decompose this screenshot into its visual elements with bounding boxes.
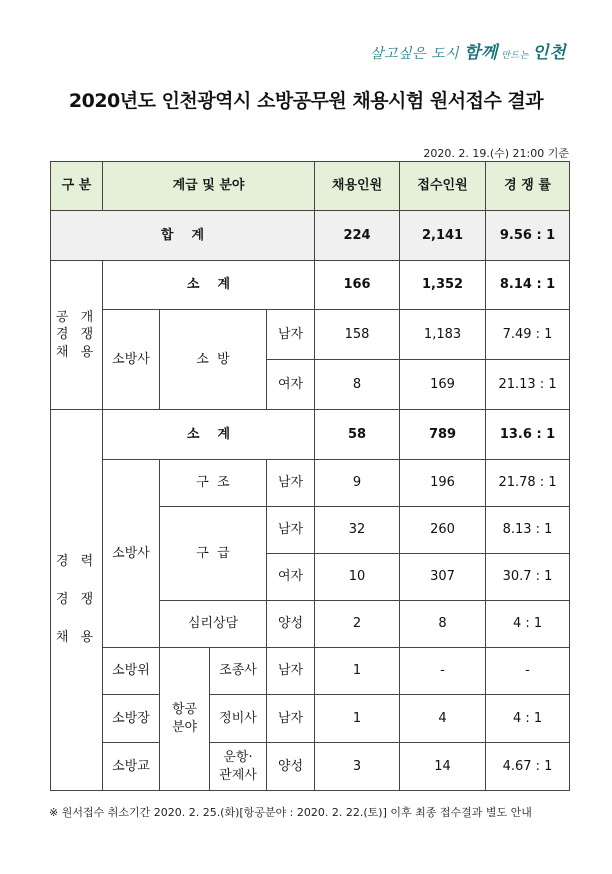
hire-cell: 32 — [315, 507, 400, 554]
hire-cell: 9 — [315, 460, 400, 507]
apply-cell: 8 — [400, 601, 486, 648]
header-ratio: 경 쟁 률 — [486, 162, 570, 211]
career-subtotal-hire: 58 — [315, 410, 400, 460]
aviation-rank: 소방위 — [103, 648, 160, 695]
gender-cell: 남자 — [267, 648, 315, 695]
open-field: 소 방 — [160, 310, 267, 410]
table-row — [51, 460, 570, 507]
open-subtotal-row — [51, 261, 570, 310]
ratio-cell: 8.13 : 1 — [486, 507, 570, 554]
open-subtotal-hire: 166 — [315, 261, 400, 310]
hire-cell: 1 — [315, 648, 400, 695]
aviation-field-label: 항공 분야 — [160, 648, 210, 791]
total-hire: 224 — [315, 211, 400, 261]
table-row — [51, 648, 570, 695]
gender-cell: 여자 — [267, 360, 315, 410]
open-subtotal-label: 소 계 — [103, 261, 315, 310]
aviation-field: 조종사 — [210, 648, 267, 695]
header-field: 계급 및 분야 — [103, 162, 315, 211]
gender-cell: 남자 — [267, 507, 315, 554]
career-rank: 소방사 — [103, 460, 160, 648]
career-subtotal-row — [51, 410, 570, 460]
aviation-field: 운항· 관제사 — [210, 743, 267, 791]
open-rank: 소방사 — [103, 310, 160, 410]
gender-cell: 남자 — [267, 460, 315, 507]
total-apply: 2,141 — [400, 211, 486, 261]
gender-cell: 남자 — [267, 695, 315, 743]
hire-cell: 3 — [315, 743, 400, 791]
apply-cell: - — [400, 648, 486, 695]
hire-cell: 8 — [315, 360, 400, 410]
ratio-cell: 4.67 : 1 — [486, 743, 570, 791]
basis-timestamp: 2020. 2. 19.(수) 21:00 기준 — [423, 147, 569, 160]
career-subtotal-label: 소 계 — [103, 410, 315, 460]
footnote: ※ 원서접수 취소기간 2020. 2. 25.(화)[항공분야 : 2020. 2. 22.(토)] 이후 최종 접수결과 별도 안내 — [49, 806, 532, 819]
table-row — [51, 310, 570, 360]
hire-cell: 1 — [315, 695, 400, 743]
header-hire: 채용인원 — [315, 162, 400, 211]
aviation-rank: 소방장 — [103, 695, 160, 743]
career-category-label: 경 력 경 쟁 채 용 — [51, 410, 103, 791]
open-subtotal-ratio: 8.14 : 1 — [486, 261, 570, 310]
ratio-cell: 4 : 1 — [486, 601, 570, 648]
hire-cell: 10 — [315, 554, 400, 601]
header-division: 구 분 — [51, 162, 103, 211]
incheon-slogan-logo: 살고싶은 도시 함께 만드는 인천 — [369, 43, 566, 63]
aviation-field: 정비사 — [210, 695, 267, 743]
apply-cell: 307 — [400, 554, 486, 601]
apply-cell: 196 — [400, 460, 486, 507]
table-header-row — [51, 162, 570, 211]
ems-field: 구 급 — [160, 507, 267, 601]
career-subtotal-ratio: 13.6 : 1 — [486, 410, 570, 460]
table-row — [51, 743, 570, 791]
apply-cell: 260 — [400, 507, 486, 554]
total-row — [51, 211, 570, 261]
counsel-field: 심리상담 — [160, 601, 267, 648]
apply-cell: 4 — [400, 695, 486, 743]
career-subtotal-apply: 789 — [400, 410, 486, 460]
gender-cell: 여자 — [267, 554, 315, 601]
header-apply: 접수인원 — [400, 162, 486, 211]
total-ratio: 9.56 : 1 — [486, 211, 570, 261]
open-category-label: 공 개 경 쟁 채 용 — [51, 261, 103, 410]
apply-cell: 1,183 — [400, 310, 486, 360]
hire-cell: 158 — [315, 310, 400, 360]
rescue-field: 구 조 — [160, 460, 267, 507]
page-title: 2020년도 인천광역시 소방공무원 채용시험 원서접수 결과 — [68, 90, 544, 112]
hire-cell: 2 — [315, 601, 400, 648]
total-label: 합 계 — [51, 211, 315, 261]
ratio-cell: 30.7 : 1 — [486, 554, 570, 601]
ratio-cell: - — [486, 648, 570, 695]
gender-cell: 양성 — [267, 601, 315, 648]
apply-cell: 14 — [400, 743, 486, 791]
results-table — [50, 161, 570, 791]
gender-cell: 남자 — [267, 310, 315, 360]
ratio-cell: 4 : 1 — [486, 695, 570, 743]
table-row — [51, 695, 570, 743]
ratio-cell: 21.13 : 1 — [486, 360, 570, 410]
ratio-cell: 21.78 : 1 — [486, 460, 570, 507]
open-subtotal-apply: 1,352 — [400, 261, 486, 310]
gender-cell: 양성 — [267, 743, 315, 791]
apply-cell: 169 — [400, 360, 486, 410]
aviation-rank: 소방교 — [103, 743, 160, 791]
ratio-cell: 7.49 : 1 — [486, 310, 570, 360]
